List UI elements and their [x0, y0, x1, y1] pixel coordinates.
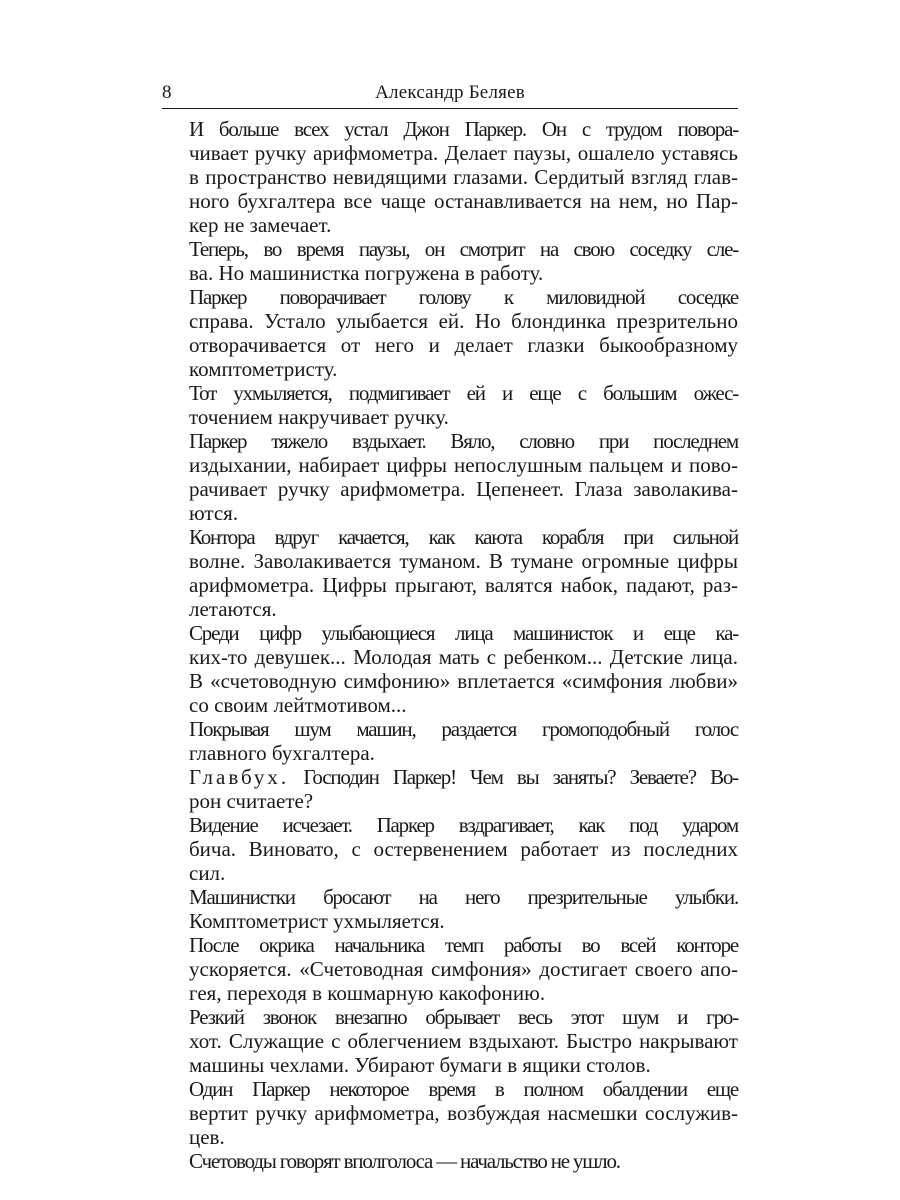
paragraph — [162, 813, 738, 885]
text-line: Паркер поворачивает голову к миловидной соседке — [189, 285, 738, 309]
paragraph — [162, 933, 738, 1005]
text-line: рон считаете? — [189, 789, 314, 813]
text-line: Резкий звонок внезапно обрывает весь этот шум и гро- — [189, 1005, 738, 1029]
paragraph — [162, 765, 738, 813]
running-header — [162, 78, 738, 108]
text-line: ного бухгалтера все чаще останавливается на нем, но Пар- — [189, 189, 738, 213]
text-line: Видение исчезает. Паркер вздрагивает, как под ударом — [189, 813, 738, 837]
text-line: После окрика начальника темп работы во всей конторе — [189, 933, 738, 957]
speaker-name: Главбух. — [189, 765, 290, 789]
paragraph — [162, 429, 738, 525]
text-line: бича. Виновато, с остервенением работает из последних — [189, 837, 738, 861]
text-line: Среди цифр улыбающиеся лица машинисток и еще ка- — [189, 621, 738, 645]
text-line: Счетоводы говорят вполголоса — начальство не ушло. — [189, 1149, 620, 1173]
text-line: машины чехлами. Убирают бумаги в ящики столов. — [189, 1053, 651, 1077]
text-line: Тот ухмыляется, подмигивает ей и еще с большим ожес- — [189, 381, 738, 405]
text-line: сил. — [189, 861, 226, 885]
paragraph — [162, 1077, 738, 1149]
text-line: кер не замечает. — [189, 213, 332, 237]
text-line: Теперь, во время паузы, он смотрит на свою соседку сле- — [189, 237, 738, 261]
text-line: точением накручивает ручку. — [189, 405, 449, 429]
text-line: Один Паркер некоторое время в полном обалдении еще — [189, 1077, 738, 1101]
text-line: вертит ручку арифмометра, возбуждая насмешки сослужив- — [189, 1101, 738, 1125]
text-line: ются. — [189, 501, 239, 525]
text-line: ва. Но машинистка погружена в работу. — [189, 261, 544, 285]
text-body — [162, 117, 738, 1173]
paragraph — [162, 237, 738, 285]
text-line: летаются. — [189, 597, 277, 621]
text-line: отворачивается от него и делает глазки быкообразному — [189, 333, 738, 357]
header-author: Александр Беляев — [375, 82, 525, 103]
text-line: рачивает ручку арифмометра. Цепенеет. Глаза заволакива- — [189, 477, 738, 501]
paragraph — [162, 285, 738, 381]
page-number: 8 — [162, 82, 172, 103]
paragraph — [162, 381, 738, 429]
text-line: ких-то девушек... Молодая мать с ребенком... Детские лица. — [189, 645, 738, 669]
text-line — [162, 765, 738, 789]
text-line: волне. Заволакивается туманом. В тумане огромные цифры — [189, 549, 738, 573]
text-line: цев. — [189, 1125, 225, 1149]
text-line: Покрывая шум машин, раздается громоподобный голос — [189, 717, 738, 741]
text-line: главного бухгалтера. — [189, 741, 375, 765]
header-rule — [162, 108, 738, 109]
paragraph — [162, 885, 738, 933]
text-line: ускоряется. «Счетоводная симфония» достигает своего апо- — [189, 957, 738, 981]
text-line: хот. Служащие с облегчением вздыхают. Быстро накрывают — [189, 1029, 738, 1053]
text-line: комптометристу. — [189, 357, 338, 381]
paragraph — [162, 117, 738, 237]
text-line: Паркер тяжело вздыхает. Вяло, словно при последнем — [189, 429, 738, 453]
text-line: в пространство невидящими глазами. Сердитый взгляд глав- — [189, 165, 738, 189]
text-line: справа. Устало улыбается ей. Но блондинка презрительно — [189, 309, 738, 333]
text-line: со своим лейтмотивом... — [189, 693, 407, 717]
text-line: Комптометрист ухмыляется. — [189, 909, 445, 933]
speaker-line: Господин Паркер! Чем вы заняты? Зеваете? Во- — [303, 765, 738, 789]
text-line: чивает ручку арифмометра. Делает паузы, ошалело уставясь — [189, 141, 738, 165]
text-line: И больше всех устал Джон Паркер. Он с трудом повора- — [189, 117, 738, 141]
text-line: гея, переходя в кошмарную какофонию. — [189, 981, 546, 1005]
paragraph — [162, 717, 738, 765]
text-line: издыхании, набирает цифры непослушным пальцем и пово- — [189, 453, 738, 477]
text-line: Контора вдруг качается, как каюта корабля при сильной — [189, 525, 738, 549]
text-line: Машинистки бросают на него презрительные улыбки. — [189, 885, 738, 909]
paragraph — [162, 621, 738, 717]
text-line: В «счетоводную симфонию» вплетается «симфония любви» — [189, 669, 738, 693]
text-line: арифмометра. Цифры прыгают, валятся набок, падают, раз- — [189, 573, 738, 597]
paragraph — [162, 1149, 738, 1173]
paragraph — [162, 525, 738, 621]
paragraph — [162, 1005, 738, 1077]
